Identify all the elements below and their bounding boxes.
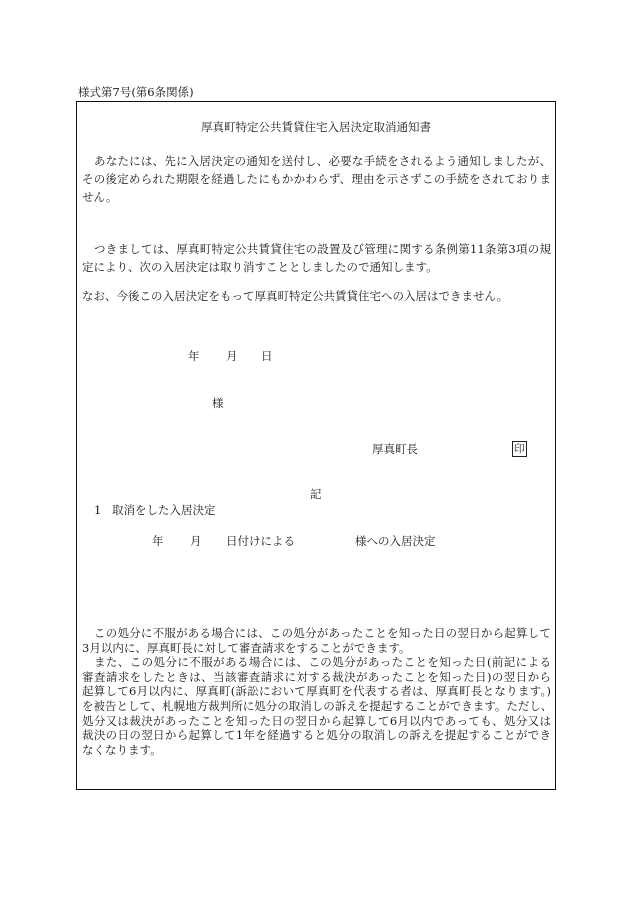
date-year-label: 年 xyxy=(188,349,200,363)
detail-year-label: 年 xyxy=(152,534,164,548)
appeal-line: 起算して6月以内に、厚真町(訴訟において厚真町を代表する者は、厚真町長となります。) xyxy=(82,684,551,699)
issuer-name: 厚真町長 xyxy=(372,442,418,456)
appeal-line: 審査請求をしたときは、当該審査請求に対する裁決があったことを知った日)の翌日から xyxy=(82,669,551,684)
form-number: 様式第7号(第6条関係) xyxy=(78,85,194,99)
appeal-line: この処分に不服がある場合には、この処分があったことを知った日の翌日から起算して xyxy=(94,626,551,640)
notice-line: 定により、次の入居決定は取り消すこととしましたので通知します。 xyxy=(82,260,438,274)
notice-paragraph-3 xyxy=(82,287,551,305)
notice-line: なお、今後この入居決定をもって厚真町特定公共賃貸住宅への入居はできません。 xyxy=(82,289,509,303)
document-title: 厚真町特定公共賃貸住宅入居決定取消通知書 xyxy=(201,120,431,134)
notice-line: その後定められた期限を経過したにもかかわらず、理由を示さずこの手続をされておりま xyxy=(82,172,551,186)
record-item-label: 取消をした入居決定 xyxy=(112,503,216,517)
appeal-line: 3月以内に、厚真町長に対して審査請求をすることができます。 xyxy=(82,640,411,655)
detail-dated-label: 日付けによる xyxy=(226,534,295,548)
notice-line: つきましては、厚真町特定公共賃貸住宅の設置及び管理に関する条例第11条第3項の規 xyxy=(94,242,551,256)
notice-line: あなたには、先に入居決定の通知を送付し、必要な手続をされるよう通知しましたが、 xyxy=(94,154,551,168)
seal-mark: 印 xyxy=(512,441,527,457)
notice-paragraph-2 xyxy=(82,240,551,276)
addressee-honorific: 様 xyxy=(212,396,224,410)
appeal-line: また、この処分に不服がある場合には、この処分があったことを知った日(前記による xyxy=(94,655,551,670)
date-day-label: 日 xyxy=(261,349,273,363)
appeal-line: 裁決の日の翌日から起算して1年を経過すると処分の取消しの訴えを提起することができ xyxy=(82,728,551,743)
detail-suffix-label: 様への入居決定 xyxy=(355,534,436,548)
record-heading: 記 xyxy=(310,487,322,501)
appeal-line: を被告として、札幌地方裁判所に処分の取消しの訴えを提起することができます。ただし、 xyxy=(82,698,553,713)
record-item-number: 1 xyxy=(94,503,102,517)
appeal-line: 処分又は裁決があったことを知った日の翌日から起算して6月以内であっても、処分又は xyxy=(82,713,551,728)
appeal-notice xyxy=(82,626,551,757)
notice-line: せん。 xyxy=(82,190,118,204)
detail-month-label: 月 xyxy=(190,534,202,548)
appeal-line: なくなります。 xyxy=(82,742,162,757)
notice-paragraph-1 xyxy=(82,152,551,206)
date-month-label: 月 xyxy=(226,349,238,363)
